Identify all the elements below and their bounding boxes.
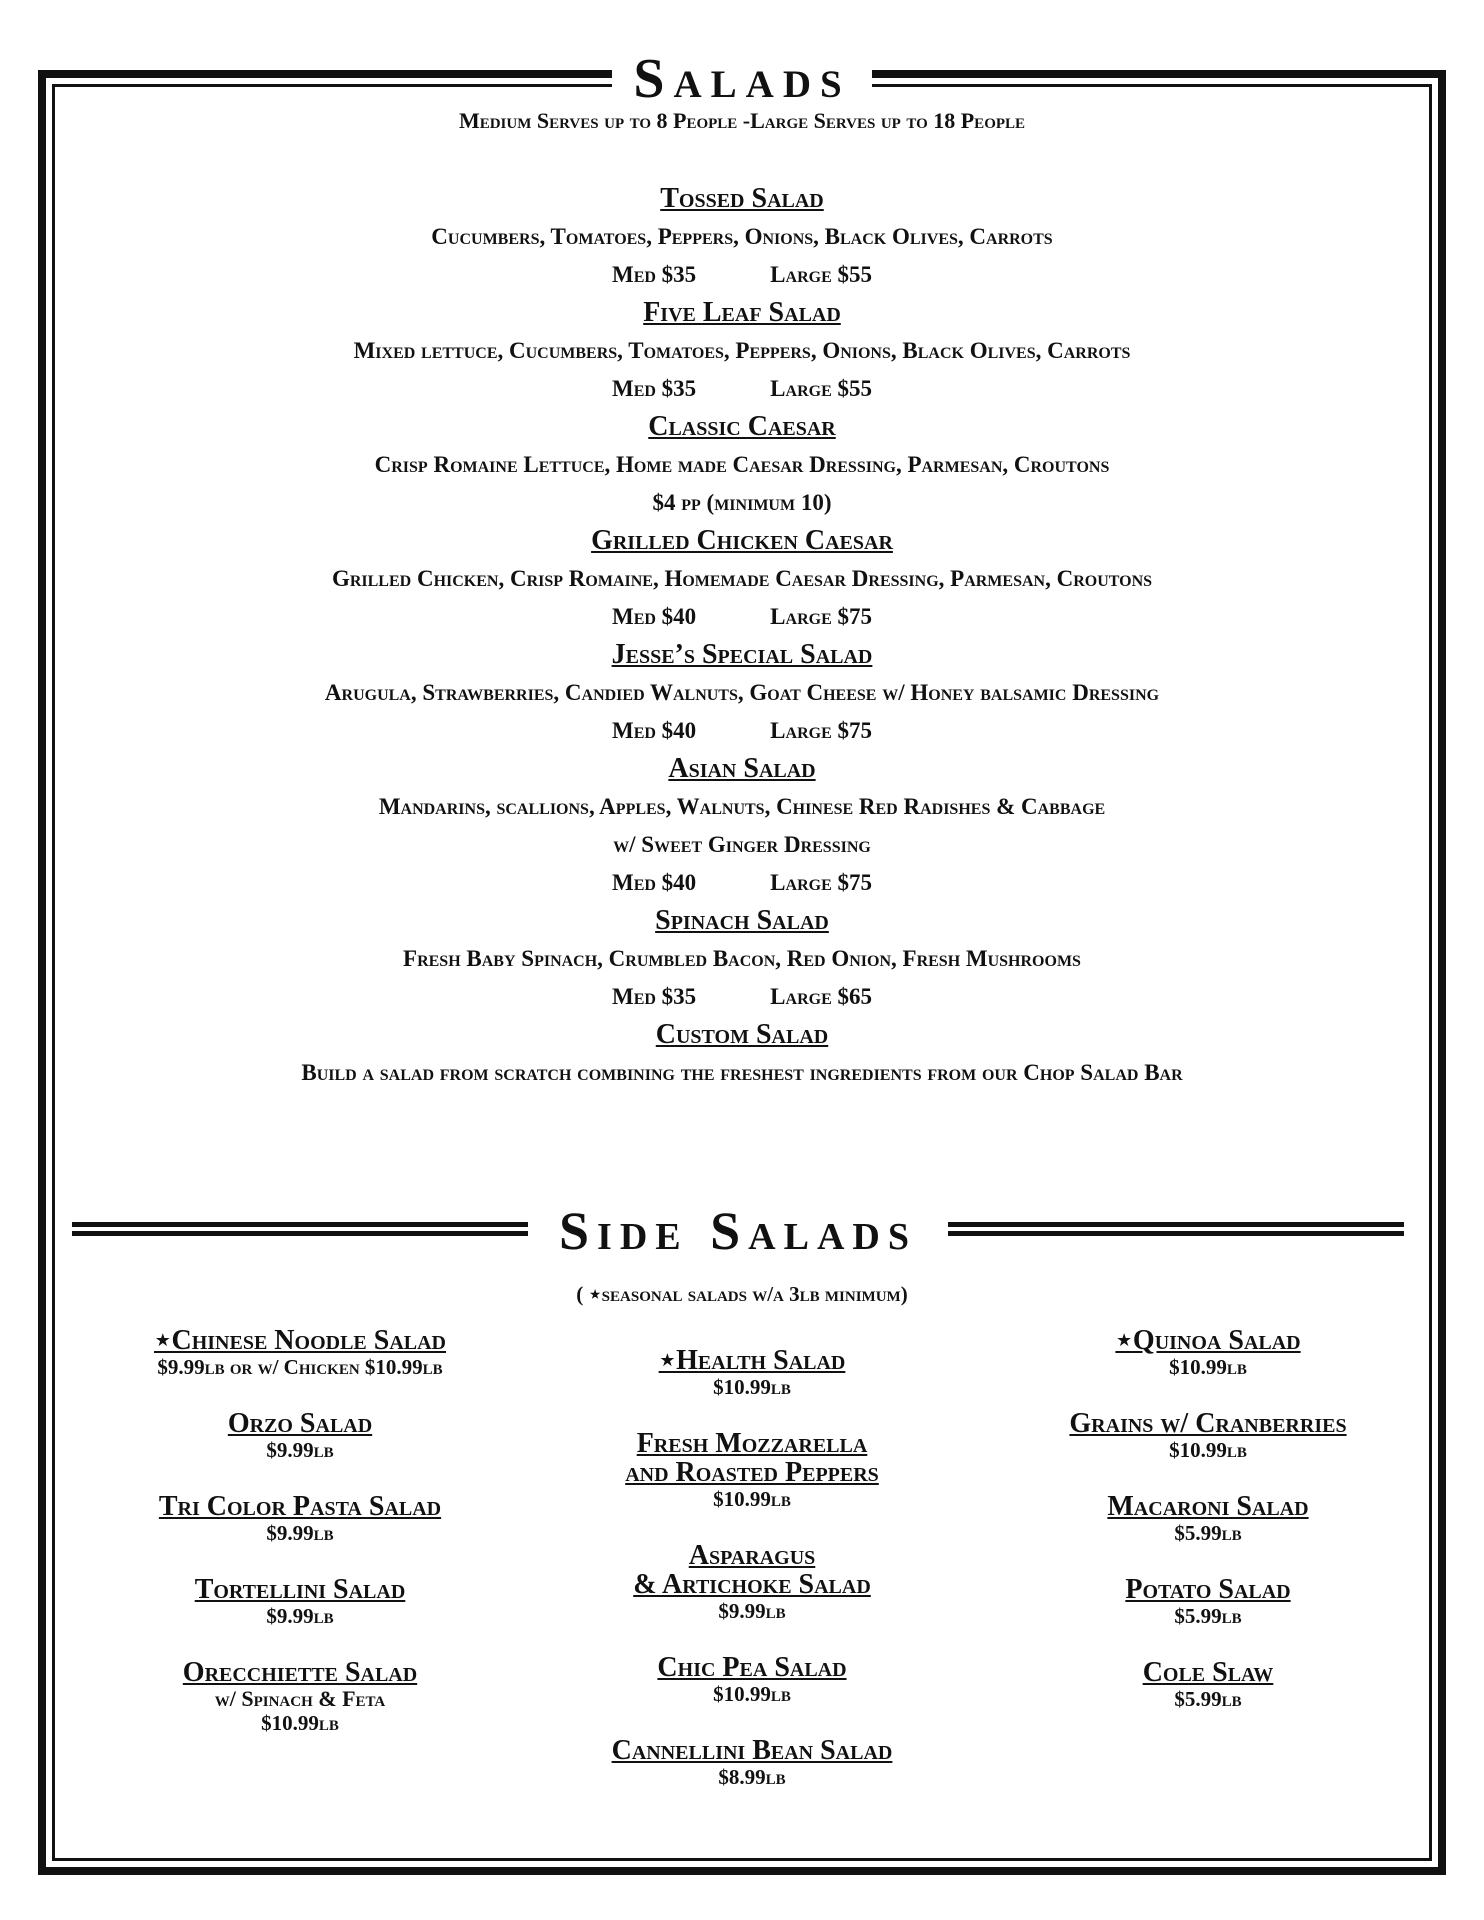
salad-description: Mixed lettuce, Cucumbers, Tomatoes, Peppers, Onions, Black Olives, Carrots [353, 338, 1131, 363]
page-title: Salads [633, 48, 851, 110]
side-item [552, 1429, 952, 1511]
side-item [1008, 1326, 1408, 1379]
side-item-price: $10.99lb [261, 1711, 339, 1735]
side-item-price: $10.99lb [713, 1487, 791, 1511]
salad-description: Arugula, Strawberries, Candied Walnuts, Goat Cheese w/ Honey balsamic Dressing [324, 680, 1160, 705]
side-item-price: $5.99lb [1174, 1521, 1242, 1545]
side-item-name-line2: and Roasted Peppers [625, 1457, 879, 1488]
side-item [1008, 1409, 1408, 1462]
side-item [100, 1492, 500, 1545]
salad-price: $4 pp (minimum 10) [652, 490, 832, 515]
side-item [100, 1575, 500, 1628]
side-item [552, 1736, 952, 1789]
seasonal-note: ( ⋆seasonal salads w/a 3lb minimum) [576, 1282, 908, 1306]
side-item [552, 1541, 952, 1623]
side-item-price: $10.99lb [1169, 1355, 1247, 1379]
salad-price [0, 712, 1484, 750]
side-item-name: Fresh Mozzarella [636, 1428, 868, 1459]
large-price: Large $75 [770, 604, 872, 629]
med-price: Med $35 [611, 262, 697, 287]
side-item [100, 1658, 500, 1735]
med-price: Med $35 [611, 984, 697, 1009]
salad-description: Grilled Chicken, Crisp Romaine, Homemade Caesar Dressing, Parmesan, Croutons [331, 566, 1153, 591]
salad-price [0, 256, 1484, 294]
salad-price [0, 978, 1484, 1016]
salad-name: Classic Caesar [648, 411, 836, 442]
salad-description: Build a salad from scratch combining the freshest ingredients from our Chop Salad Bar [301, 1060, 1183, 1085]
salad-name: Grilled Chicken Caesar [591, 525, 893, 556]
side-item [100, 1409, 500, 1462]
salad-name: Tossed Salad [660, 183, 824, 214]
side-item-name: ⋆Health Salad [658, 1345, 846, 1376]
side-item [1008, 1658, 1408, 1711]
title-block [612, 44, 872, 114]
salad-description: Cucumbers, Tomatoes, Peppers, Onions, Black Olives, Carrots [431, 224, 1053, 249]
salad-description: Fresh Baby Spinach, Crumbled Bacon, Red Onion, Fresh Mushrooms [403, 946, 1081, 971]
side-item-name-line2: & Artichoke Salad [633, 1569, 871, 1600]
side-item-name: Asparagus [688, 1540, 816, 1571]
side-item-name: ⋆Chinese Noodle Salad [153, 1325, 447, 1356]
large-price: Large $65 [770, 984, 872, 1009]
side-item-name: Orecchiette Salad [182, 1657, 418, 1688]
large-price: Large $75 [770, 870, 872, 895]
side-item-name: Chic Pea Salad [657, 1652, 847, 1683]
side-item-price: $10.99lb [713, 1375, 791, 1399]
side-item-name: Macaroni Salad [1107, 1491, 1309, 1522]
side-item-name: ⋆Quinoa Salad [1115, 1325, 1301, 1356]
side-item-name: Cannellini Bean Salad [611, 1735, 893, 1766]
med-price: Med $40 [611, 604, 697, 629]
salad-price [0, 598, 1484, 636]
side-item-name: Potato Salad [1125, 1574, 1291, 1605]
large-price: Large $55 [770, 262, 872, 287]
salad-name: Jesse’s Special Salad [611, 639, 873, 670]
salad-name: Spinach Salad [655, 905, 829, 936]
divider-left [72, 1222, 528, 1236]
side-item-name: Tortellini Salad [194, 1574, 406, 1605]
side-item-name: Cole Slaw [1142, 1657, 1274, 1688]
side-item-price: $10.99lb [1169, 1438, 1247, 1462]
med-price: Med $35 [611, 376, 697, 401]
side-column-right [1008, 1326, 1408, 1741]
side-column-middle [552, 1346, 952, 1819]
side-item-price: $9.99lb [718, 1599, 786, 1623]
side-item-price: $9.99lb or w/ Chicken $10.99lb [157, 1355, 443, 1379]
side-item-price: $9.99lb [266, 1604, 334, 1628]
side-item-price: $8.99lb [718, 1765, 786, 1789]
salad-name: Custom Salad [655, 1019, 829, 1050]
side-item [1008, 1575, 1408, 1628]
side-column-left [100, 1326, 500, 1765]
side-item-name: Tri Color Pasta Salad [158, 1491, 442, 1522]
serving-info: Medium Serves up to 8 People -Large Serves up to 18 People [458, 108, 1026, 133]
med-price: Med $40 [611, 870, 697, 895]
salad-name: Five Leaf Salad [643, 297, 841, 328]
side-item-extra: w/ Spinach & Feta [214, 1686, 386, 1711]
side-item-price: $5.99lb [1174, 1687, 1242, 1711]
med-price: Med $40 [611, 718, 697, 743]
large-price: Large $55 [770, 376, 872, 401]
salads-list [0, 180, 1484, 1092]
divider-right [948, 1222, 1404, 1236]
salad-description: Crisp Romaine Lettuce, Home made Caesar Dressing, Parmesan, Croutons [374, 452, 1110, 477]
side-item [552, 1346, 952, 1399]
side-item-price: $9.99lb [266, 1438, 334, 1462]
side-item [1008, 1492, 1408, 1545]
salad-name: Asian Salad [668, 753, 816, 784]
salad-price [0, 370, 1484, 408]
side-item-price: $10.99lb [713, 1682, 791, 1706]
side-item-name: Orzo Salad [227, 1408, 373, 1439]
salad-description-line2: w/ Sweet Ginger Dressing [613, 832, 871, 857]
salad-description: Mandarins, scallions, Apples, Walnuts, Chinese Red Radishes & Cabbage [378, 794, 1106, 819]
side-salads-title: Side Salads [559, 1201, 917, 1261]
side-item [552, 1653, 952, 1706]
side-item-price: $5.99lb [1174, 1604, 1242, 1628]
side-item-name: Grains w/ Cranberries [1069, 1408, 1347, 1439]
side-item-price: $9.99lb [266, 1521, 334, 1545]
salad-price [0, 864, 1484, 902]
large-price: Large $75 [770, 718, 872, 743]
side-item [100, 1326, 500, 1379]
